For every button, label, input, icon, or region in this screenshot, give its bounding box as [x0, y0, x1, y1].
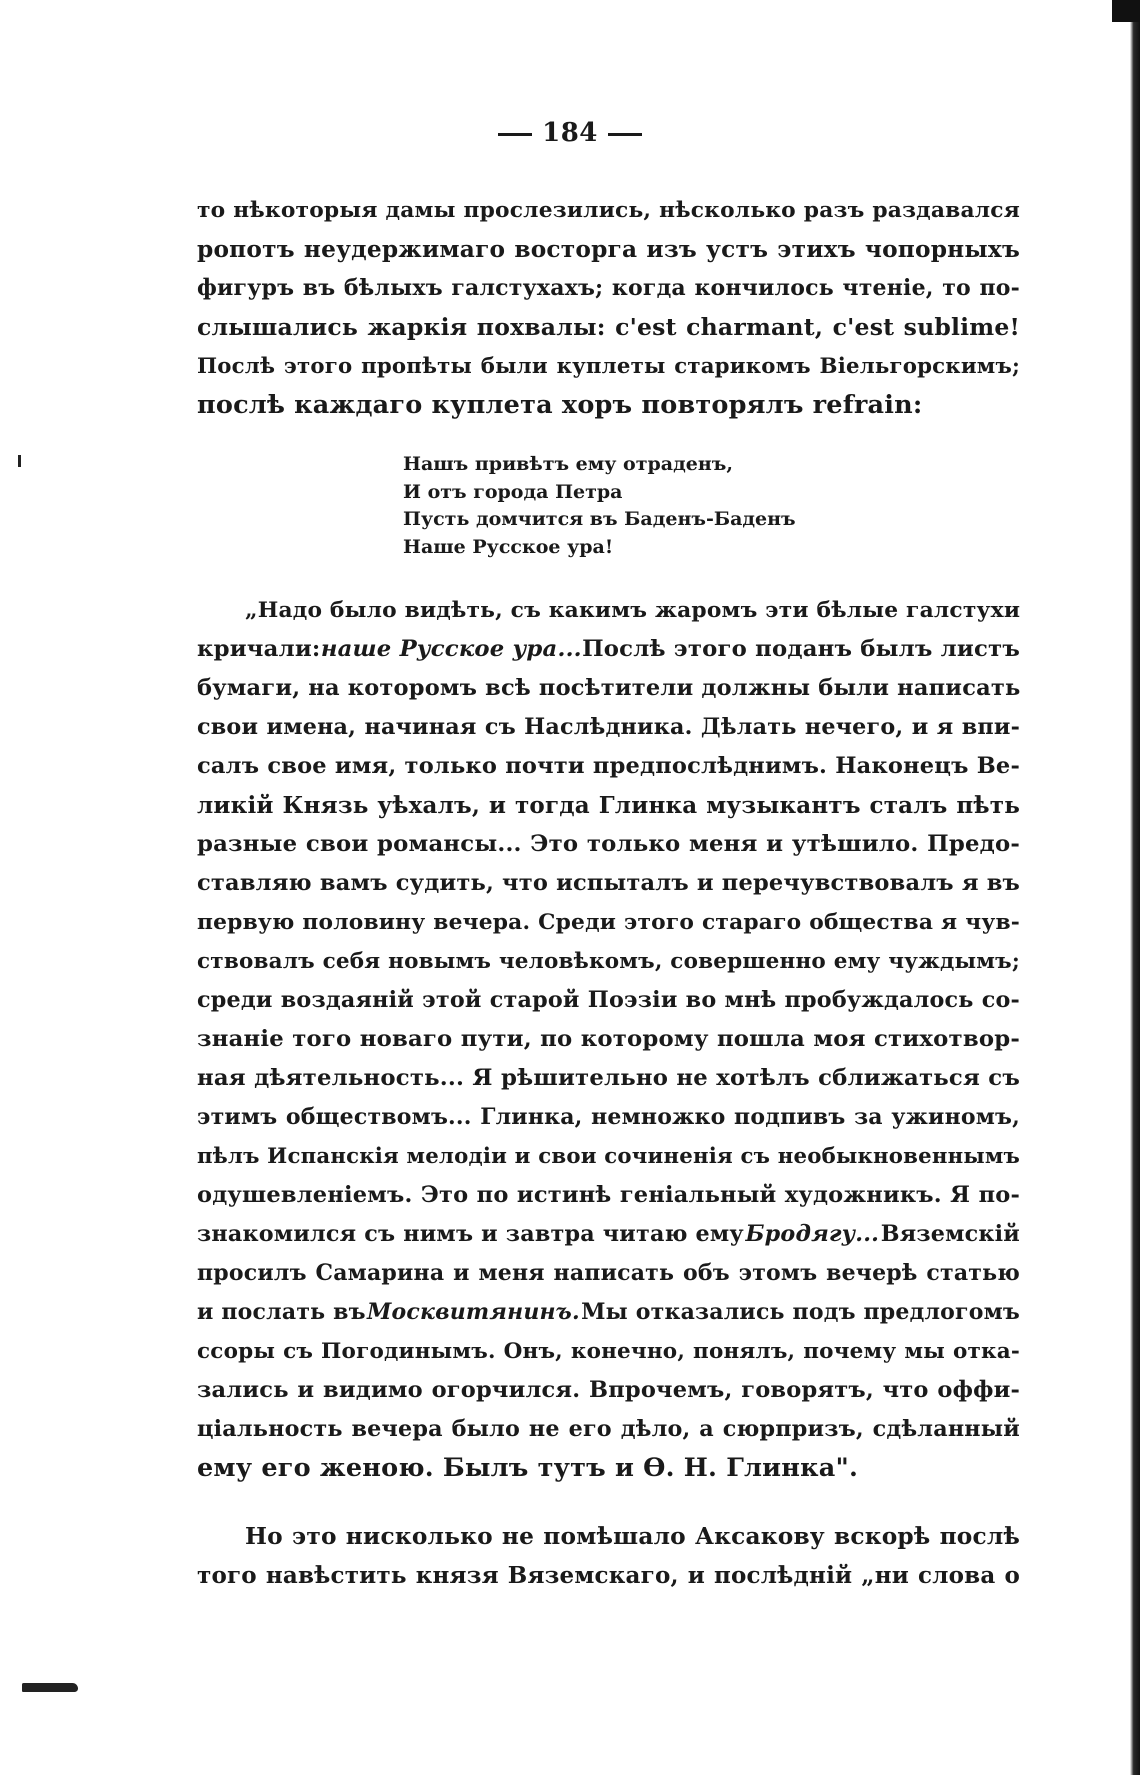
text-line: ему его женою. Былъ тутъ и Ѳ. Н. Глинка". — [197, 1453, 859, 1483]
paragraph-3 — [197, 1517, 1020, 1595]
poem-line: И отъ города Петра — [403, 480, 623, 503]
italic-phrase: Бродягу... — [745, 1221, 880, 1247]
text-line: того навѣстить князя Вяземскаго, и послѣдній „ни слова о — [197, 1562, 1020, 1589]
text-segment: Вяземскій — [880, 1221, 1020, 1247]
paragraph-1 — [197, 191, 1020, 425]
text-line: салъ свое имя, только почти предпослѣднимъ. Наконецъ Ве- — [197, 753, 1020, 779]
text-line: Но это нисколько не помѣшало Аксакову вскорѣ послѣ — [245, 1523, 1020, 1550]
text-line: этимъ обществомъ... Глинка, немножко подпивъ за ужиномъ, — [197, 1104, 1020, 1130]
text-line: ціальность вечера было не его дѣло, а сюрпризъ, сдѣланный — [197, 1416, 1020, 1442]
text-line: первую половину вечера. Среди этого стараго общества я чув- — [197, 910, 1020, 935]
text-line — [197, 630, 1020, 669]
text-line: разные свои романсы... Это только меня и утѣшило. Предо- — [197, 831, 1020, 857]
scan-page-edge — [1130, 0, 1140, 1775]
text-line: зались и видимо огорчился. Впрочемъ, говорятъ, что оффи- — [197, 1377, 1020, 1403]
text-line: ликій Князь уѣхалъ, и тогда Глинка музыкантъ сталъ пѣть — [197, 792, 1020, 819]
text-line: ропотъ неудержимаго восторга изъ устъ этихъ чопорныхъ — [197, 236, 1020, 263]
text-line: просилъ Самарина и меня написать объ этомъ вечерѣ статью — [197, 1260, 1020, 1286]
scan-speck — [18, 455, 21, 467]
text-segment: и послать въ — [197, 1299, 366, 1325]
poem-line: Пусть домчится въ Баденъ-Баденъ — [403, 508, 796, 530]
text-line: ставляю вамъ судить, что испыталъ и перечувствовалъ я въ — [197, 870, 1020, 896]
text-line: одушевленіемъ. Это по истинѣ геніальный художникъ. Я по- — [197, 1182, 1020, 1208]
text-line: свои имена, начиная съ Наслѣдника. Дѣлать нечего, и я впи- — [197, 714, 1020, 740]
text-segment: Послѣ этого поданъ былъ листъ — [582, 636, 1020, 662]
page-number-value: 184 — [542, 118, 598, 148]
text-segment: знакомился съ нимъ и завтра читаю ему — [197, 1221, 744, 1247]
text-line: знаніе того новаго пути, по которому пошла моя стихотвор- — [197, 1026, 1020, 1052]
page-number — [0, 118, 1140, 148]
poem-quote — [403, 451, 823, 561]
text-line: пѣлъ Испанскія мелодіи и свои сочиненія съ необыкновеннымъ — [197, 1144, 1020, 1169]
text-line: ная дѣятельность... Я рѣшительно не хотѣлъ сближаться съ — [197, 1065, 1020, 1091]
text-segment: кричали: — [197, 636, 321, 662]
text-line — [197, 1293, 1020, 1332]
page-number-dash-left — [498, 133, 532, 136]
poem-line: Наше Русское ура! — [403, 535, 614, 558]
text-line: ссоры съ Погодинымъ. Онъ, конечно, понялъ, почему мы отка- — [197, 1339, 1020, 1364]
paragraph-2 — [197, 591, 1020, 1488]
text-segment: Мы отказались подъ предлогомъ — [581, 1299, 1020, 1325]
poem-line: Нашъ привѣтъ ему отраденъ, — [403, 453, 733, 475]
text-line: слышались жаркія похвалы: c'est charmant, c'est sublime! — [197, 313, 1020, 341]
text-line: то нѣкоторыя дамы прослезились, нѣсколько разъ раздавался — [197, 198, 1020, 223]
page-number-dash-right — [608, 133, 642, 136]
text-line: ствовалъ себя новымъ человѣкомъ, совершенно ему чуждымъ; — [197, 949, 1020, 974]
text-line: Послѣ этого пропѣты были куплеты старикомъ Віельгорскимъ; — [197, 354, 1020, 379]
text-line: фигуръ въ бѣлыхъ галстухахъ; когда кончилось чтеніе, то по- — [197, 275, 1020, 301]
text-line: среди воздаяній этой старой Поэзіи во мнѣ пробуждалось со- — [197, 987, 1020, 1013]
text-line: бумаги, на которомъ всѣ посѣтители должны были написать — [197, 675, 1021, 701]
text-line: послѣ каждаго куплета хоръ повторялъ refrain: — [197, 390, 923, 420]
text-line: „Надо было видѣть, съ какимъ жаромъ эти бѣлые галстухи — [245, 598, 1021, 623]
italic-phrase: Москвитянинъ. — [366, 1299, 580, 1325]
italic-phrase: наше Русское ура... — [320, 636, 582, 662]
scan-smudge — [22, 1683, 78, 1692]
scan-corner-mark — [1112, 0, 1140, 22]
text-line — [197, 1215, 1020, 1254]
